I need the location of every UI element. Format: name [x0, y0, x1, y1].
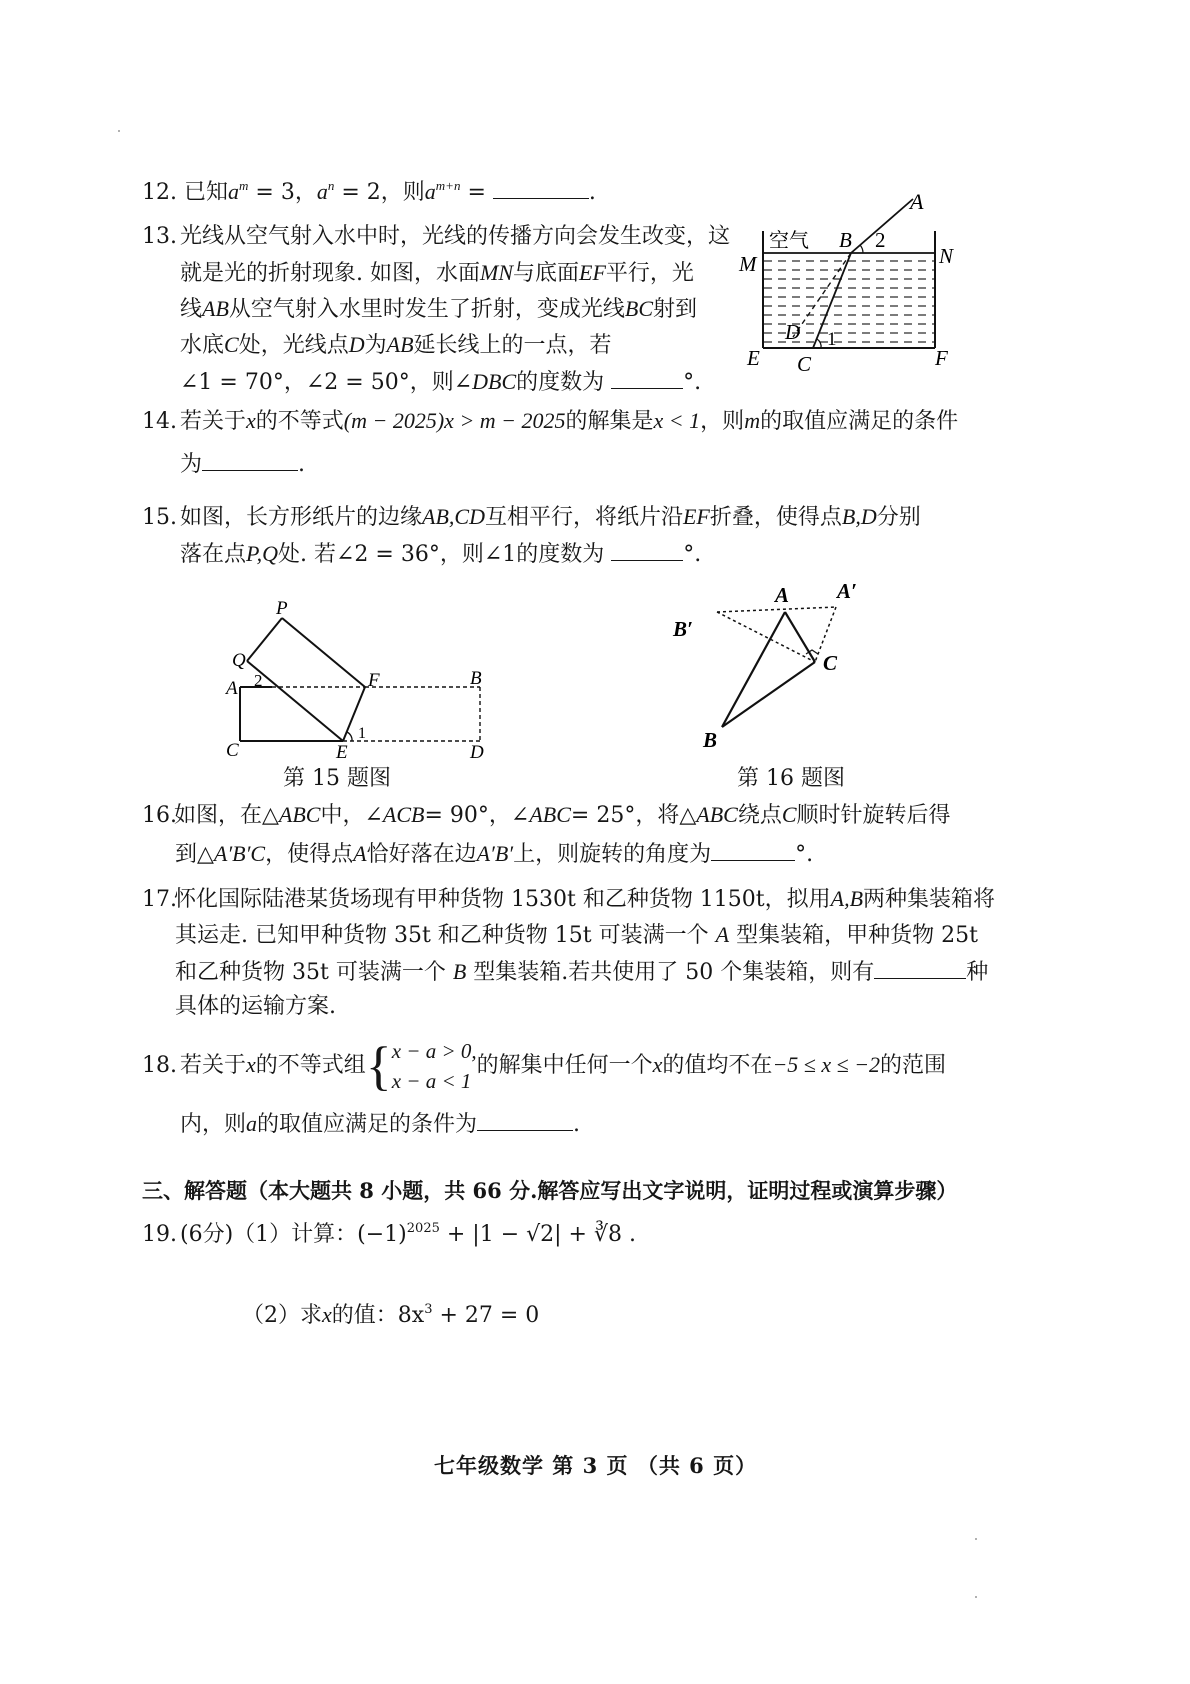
side-AC: [785, 612, 815, 662]
side-B1A1-dashed: [717, 607, 836, 612]
question-17-line-1: 17.怀化国际陆港某货场现有甲种货物 1530t 和乙种货物 1150t，拟用A,B两种集装箱将: [142, 884, 995, 915]
label-B-prime: B′: [673, 617, 693, 641]
question-14-line-2: 为 .: [180, 448, 305, 480]
label-B: B: [839, 228, 852, 252]
question-17-line-4: 具体的运输方案.: [175, 994, 336, 1019]
system-brace: {: [365, 1036, 392, 1096]
angle-2-arc: [860, 245, 863, 253]
label-P: P: [276, 598, 288, 619]
figure-15-folded-paper: [220, 598, 510, 763]
angle-1-arc: [347, 732, 352, 741]
label-1: 1: [827, 329, 837, 350]
question-19-part-1: 19. (6分)（1）计算：$(-1)^{2025} + |1 - √2|$ + ∛8 .: [142, 1220, 636, 1250]
question-13-line-5: ∠1 = 70°，∠2 = 50°，则∠DBC的度数为 °.: [180, 366, 701, 398]
answer-blank[interactable]: [493, 176, 589, 199]
label-M: M: [739, 252, 757, 276]
question-16-line-2: 到△A′B′C，使得点A恰好落在边A′B′上，则旋转的角度为 °.: [175, 838, 813, 870]
scan-speck: [118, 130, 120, 132]
label-F: F: [368, 670, 380, 691]
label-D: D: [470, 742, 484, 763]
question-number: 12.: [142, 180, 177, 205]
label-N: N: [939, 244, 954, 268]
answer-blank[interactable]: [477, 1108, 573, 1131]
question-19-part-2: （2）求x的值：$8x^3 + 27 = 0$: [242, 1302, 540, 1328]
scan-speck: [975, 1538, 977, 1540]
label-2: 2: [254, 671, 263, 690]
figure-16-rotation: [665, 570, 895, 765]
label-E: E: [747, 346, 760, 370]
label-B: B: [470, 668, 482, 689]
question-13-line-1: 13. 光线从空气射入水中时，光线的传播方向会发生改变，这: [142, 222, 730, 252]
label-A: A: [775, 583, 790, 607]
question-16-line-1: 16.如图，在△ABC中，∠ACB= 90°，∠ABC= 25°，将△ABC绕点C顺时针旋转后得: [142, 800, 951, 831]
question-number: 16.: [142, 803, 177, 828]
label-E: E: [336, 742, 348, 763]
label-Q: Q: [232, 650, 246, 671]
question-number: 15.: [142, 505, 177, 530]
answer-blank[interactable]: [874, 956, 966, 979]
label-F: F: [935, 346, 948, 370]
answer-blank[interactable]: [611, 366, 683, 389]
question-15-line-1: 15. 如图，长方形纸片的边缘AB,CD互相平行，将纸片沿EF折叠，使得点B,D分别: [142, 502, 921, 533]
label-2: 2: [875, 228, 886, 252]
label-C: C: [797, 352, 812, 376]
label-air: 空气: [769, 230, 809, 252]
label-C: C: [226, 740, 239, 761]
label-B: B: [703, 728, 718, 752]
label-D: D: [785, 320, 801, 344]
figure-16-caption: 第 16 题图: [737, 766, 845, 791]
question-number: 18.: [142, 1053, 177, 1078]
label-1: 1: [358, 725, 366, 742]
label-A-prime: A′: [837, 579, 857, 603]
question-17-line-3: 和乙种货物 35t 可装满一个 B 型集装箱.若共使用了 50 个集装箱，则有 种: [175, 956, 988, 988]
side-AB: [722, 612, 785, 727]
question-13-line-2: 就是光的折射现象. 如图，水面MN与底面EF平行，光: [180, 260, 694, 286]
edge-PQ: [247, 618, 282, 661]
question-18-line-1: 18. 若关于x的不等式组{x − a > 0, x − a < 1的解集中任何一个x的值均不在−5 ≤ x ≤ −2的范围: [142, 1030, 946, 1101]
question-number: 13.: [142, 224, 177, 249]
answer-blank[interactable]: [611, 538, 683, 561]
inequality-system: x − a > 0, x − a < 1: [391, 1039, 477, 1093]
question-14-line-1: 14. 若关于x的不等式(m − 2025)x > m − 2025的解集是x < 1，则m的取值应满足的条件: [142, 406, 958, 437]
answer-blank[interactable]: [711, 838, 795, 861]
question-13-line-3: 线AB从空气射入水里时发生了折射，变成光线BC射到: [180, 296, 698, 322]
label-A: A: [226, 678, 238, 699]
section-3-heading: 三、解答题（本大题共 8 小题，共 66 分.解答应写出文字说明，证明过程或演算步骤）: [142, 1178, 958, 1203]
question-17-line-2: 其运走. 已知甲种货物 35t 和乙种货物 15t 可装满一个 A 型集装箱，甲种货物 25t: [175, 922, 978, 948]
scan-speck: [975, 1596, 977, 1598]
question-13-line-4: 水底C处，光线点D为AB延长线上的一点，若: [180, 332, 612, 358]
question-15-line-2: 落在点P,Q处. 若∠2 = 36°，则∠1的度数为 °.: [180, 538, 701, 570]
question-number: 17.: [142, 887, 177, 912]
side-BC: [722, 662, 815, 727]
label-A: A: [910, 189, 924, 214]
page-footer: 七年级数学 第 3 页 （共 6 页）: [434, 1453, 758, 1478]
question-number: 14.: [142, 409, 177, 434]
edge-FP: [282, 618, 365, 687]
figure-15-caption: 第 15 题图: [283, 766, 391, 791]
question-12: 12. 已知$a^m = 3$，$a^n = 2$，则$a^{m+n}$ = .: [142, 176, 596, 208]
label-C: C: [823, 651, 838, 675]
question-number: 19.: [142, 1222, 177, 1247]
figure-13-refraction: [735, 185, 975, 385]
question-18-line-2: 内，则a的取值应满足的条件为 .: [180, 1108, 580, 1140]
answer-blank[interactable]: [202, 448, 298, 471]
